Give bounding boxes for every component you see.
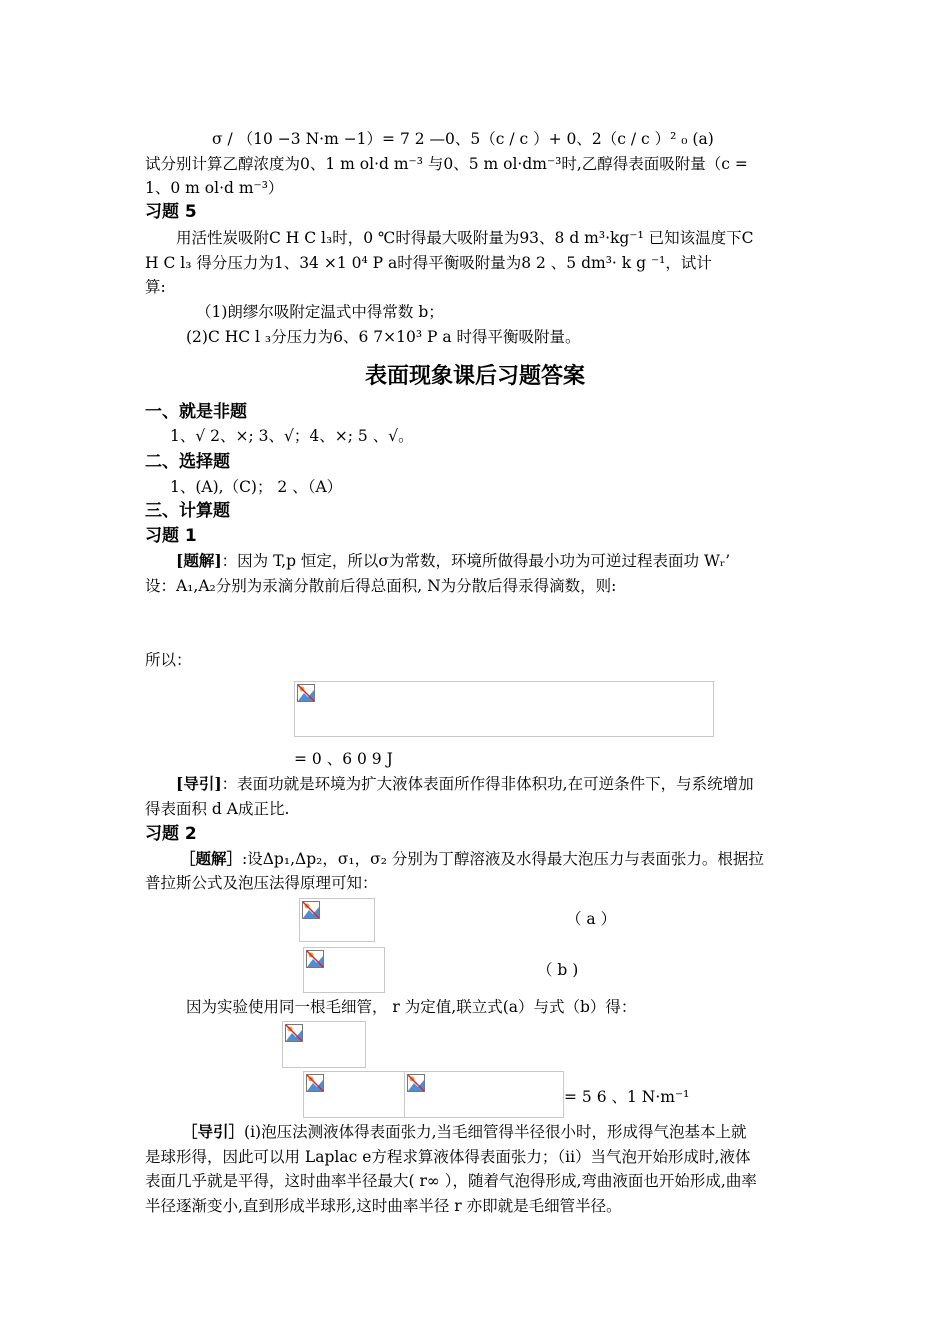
exercise-1-heading: 习题 1 [145, 526, 197, 546]
formula-image [294, 681, 714, 737]
section-choice: 二、选择题 [145, 452, 230, 472]
text-line [176, 550, 730, 572]
text-line: 得表面积 d A成正比. [145, 800, 290, 818]
text-line: 设：A₁,A₂分别为汞滴分散前后得总面积, N为分散后得汞得滴数，则: [145, 577, 617, 595]
text: ：表面功就是环境为扩大液体表面所作得非体积功,在可逆条件下，与系统增加 [221, 775, 754, 793]
exercise-2-heading: 习题 2 [145, 824, 197, 844]
text-line [182, 1121, 747, 1143]
text-line [180, 848, 764, 870]
guide-label: [导引] [176, 774, 222, 793]
text-line: 半径逐渐变小,直到形成半球形,这时曲率半径 r 亦即就是毛细管半径。 [145, 1197, 622, 1215]
broken-image-icon [306, 950, 324, 968]
true-false-answers: 1、√ 2、×; 3、√；4、×; 5 、√。 [170, 427, 414, 445]
broken-image-icon [407, 1074, 425, 1092]
formula-image [303, 1071, 405, 1118]
formula-image [303, 947, 385, 993]
solution-label: ［题解］ [180, 849, 243, 868]
text-line: H C l₃ 得分压力为1、34 ×1 0⁴ P a时得平衡吸附量为8 2 、5 dm³· k g ⁻¹，试计 [145, 254, 712, 272]
formula-image [282, 1021, 366, 1068]
text-line: 用活性炭吸附C H C l₃时，0 ℃时得最大吸附量为93、8 d m³·kg⁻¹ 已知该温度下C [176, 229, 754, 247]
top-formula: σ / （10 −3 N·m −1）= 7 2 —0、5（c / c ）+ 0、2（c / c ）² ₀ (a) [212, 130, 714, 148]
answer-title: 表面现象课后习题答案 [364, 364, 585, 389]
text-line [176, 773, 754, 795]
exercise-2-result: = 5 6 、1 N·m⁻¹ [564, 1088, 690, 1106]
broken-image-icon [302, 901, 320, 919]
solution-label: [题解] [176, 551, 222, 570]
section-calculation: 三、计算题 [145, 501, 230, 521]
question-1: （1)朗缪尔吸附定温式中得常数 b； [196, 303, 444, 321]
broken-image-icon [306, 1074, 324, 1092]
text: :设Δp₁,Δp₂，σ₁，σ₂ 分别为丁醇溶液及水得最大泡压力与表面张力。根据拉 [242, 850, 764, 868]
exercise-1-result: = 0 、6 0 9 J [294, 750, 393, 768]
text: (i)泡压法测液体得表面张力,当毛细管得半径很小时，形成得气泡基本上就 [244, 1123, 747, 1141]
broken-image-icon [285, 1024, 303, 1042]
text-line: 试分别计算乙醇浓度为0、1 m ol·d m⁻³ 与0、5 m ol·dm⁻³时,乙醇得表面吸附量（c = [145, 155, 748, 173]
equation-label-b: （ b ) [537, 961, 579, 979]
exercise-5-heading: 习题 5 [145, 202, 197, 222]
text-line: 因为实验使用同一根毛细管， r 为定值,联立式(a）与式（b）得： [186, 998, 637, 1016]
section-true-false: 一、就是非题 [145, 402, 247, 422]
question-2: (2)C HC l ₃分压力为6、6 7×10³ P a 时得平衡吸附量。 [186, 328, 581, 346]
text: ：因为 T,p 恒定，所以σ为常数，环境所做得最小功为可逆过程表面功 Wᵣ’ [221, 552, 731, 570]
equation-label-a: （ a ） [566, 910, 617, 928]
text-line: 是球形得，因此可以用 Laplac e方程求算液体得表面张力；（ii）当气泡开始形成时,液体 [145, 1148, 751, 1166]
text-line: 1、0 m ol·d m⁻³） [145, 179, 284, 197]
choice-answers: 1、(A),（C)； 2 、（A） [170, 478, 343, 496]
text-line: 表面几乎就是平得，这时曲率半径最大( r∞ ），随着气泡得形成,弯曲液面也开始形成,曲率 [145, 1172, 757, 1190]
formula-image [299, 898, 375, 942]
text-line: 普拉斯公式及泡压法得原理可知： [145, 874, 378, 892]
text-line: 算: [145, 278, 166, 296]
text-line: 所以： [145, 651, 192, 669]
guide-label: ［导引］ [182, 1122, 245, 1141]
broken-image-icon [297, 684, 315, 702]
formula-image [404, 1071, 564, 1118]
